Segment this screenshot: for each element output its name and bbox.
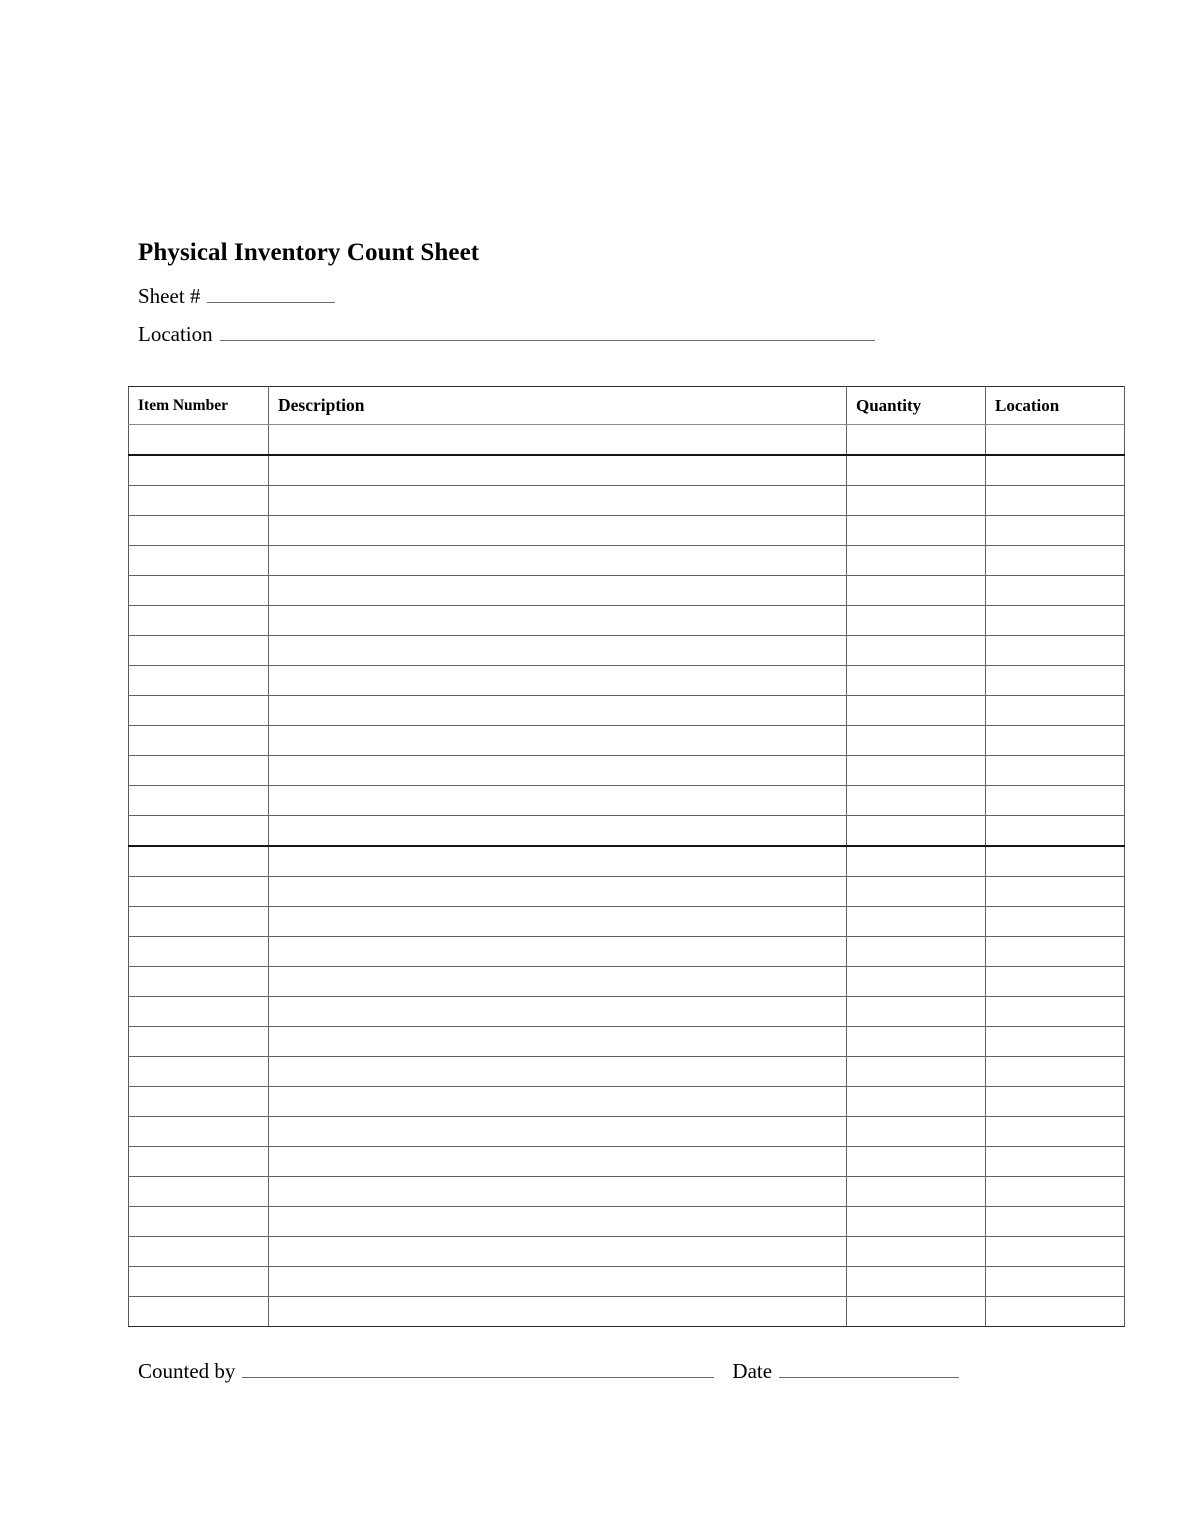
table-row: [129, 666, 1125, 696]
table-cell-quantity[interactable]: [847, 546, 986, 576]
table-cell-description[interactable]: [269, 636, 847, 666]
table-cell-description[interactable]: [269, 486, 847, 516]
table-cell-location[interactable]: [986, 1177, 1125, 1207]
table-cell-item_number[interactable]: [129, 546, 269, 576]
table-row: [129, 1267, 1125, 1297]
sheet-number-input[interactable]: [207, 285, 335, 303]
table-cell-description[interactable]: [269, 1297, 847, 1327]
table-cell-location[interactable]: [986, 606, 1125, 636]
table-cell-item_number[interactable]: [129, 606, 269, 636]
column-header-description: Description: [269, 387, 847, 425]
table-cell-quantity[interactable]: [847, 1267, 986, 1297]
table-cell-description[interactable]: [269, 937, 847, 967]
table-cell-location[interactable]: [986, 696, 1125, 726]
table-cell-item_number[interactable]: [129, 1117, 269, 1147]
table-cell-item_number[interactable]: [129, 1237, 269, 1267]
table-cell-description[interactable]: [269, 997, 847, 1027]
table-cell-quantity[interactable]: [847, 967, 986, 997]
table-cell-location[interactable]: [986, 967, 1125, 997]
footer-signature-row: [138, 1358, 959, 1384]
table-cell-item_number[interactable]: [129, 1177, 269, 1207]
column-header-location: Location: [986, 387, 1125, 425]
table-cell-location[interactable]: [986, 486, 1125, 516]
table-cell-item_number[interactable]: [129, 816, 269, 847]
table-row: [129, 907, 1125, 937]
table-cell-description[interactable]: [269, 726, 847, 756]
counted-by-label: Counted by: [138, 1359, 236, 1383]
table-cell-item_number[interactable]: [129, 1147, 269, 1177]
table-row: [129, 636, 1125, 666]
table-row: [129, 1057, 1125, 1087]
table-row: [129, 816, 1125, 847]
table-cell-quantity[interactable]: [847, 726, 986, 756]
table-row: [129, 546, 1125, 576]
table-row: [129, 1117, 1125, 1147]
table-cell-quantity[interactable]: [847, 877, 986, 907]
table-cell-quantity[interactable]: [847, 696, 986, 726]
table-cell-location[interactable]: [986, 546, 1125, 576]
page-title: Physical Inventory Count Sheet: [138, 239, 480, 266]
table-cell-description[interactable]: [269, 907, 847, 937]
table-cell-quantity[interactable]: [847, 756, 986, 786]
table-cell-description[interactable]: [269, 1057, 847, 1087]
table-cell-description[interactable]: [269, 1117, 847, 1147]
table-cell-location[interactable]: [986, 1147, 1125, 1177]
table-cell-item_number[interactable]: [129, 967, 269, 997]
table-row: [129, 786, 1125, 816]
table-cell-location[interactable]: [986, 516, 1125, 546]
table-cell-location[interactable]: [986, 756, 1125, 786]
table-row: [129, 576, 1125, 606]
table-cell-description[interactable]: [269, 516, 847, 546]
table-cell-quantity[interactable]: [847, 846, 986, 877]
table-row: [129, 846, 1125, 877]
table-cell-quantity[interactable]: [847, 997, 986, 1027]
sheet-number-label: Sheet #: [138, 284, 201, 308]
table-cell-description[interactable]: [269, 786, 847, 816]
table-cell-description[interactable]: [269, 455, 847, 486]
table-cell-location[interactable]: [986, 997, 1125, 1027]
table-cell-location[interactable]: [986, 937, 1125, 967]
table-row: [129, 1087, 1125, 1117]
inventory-count-table: [128, 386, 1125, 1327]
table-body: [129, 425, 1125, 1327]
table-row: [129, 937, 1125, 967]
date-label: Date: [732, 1359, 773, 1383]
table-cell-item_number[interactable]: [129, 1057, 269, 1087]
table-row: [129, 1027, 1125, 1057]
table-row: [129, 1207, 1125, 1237]
table-cell-quantity[interactable]: [847, 907, 986, 937]
table-cell-location[interactable]: [986, 425, 1125, 456]
table-cell-description[interactable]: [269, 696, 847, 726]
table-cell-quantity[interactable]: [847, 606, 986, 636]
table-cell-location[interactable]: [986, 1207, 1125, 1237]
table-cell-item_number[interactable]: [129, 425, 269, 456]
table-cell-location[interactable]: [986, 455, 1125, 486]
location-label: Location: [138, 322, 213, 346]
table-cell-location[interactable]: [986, 1057, 1125, 1087]
table-cell-quantity[interactable]: [847, 516, 986, 546]
table-cell-description[interactable]: [269, 546, 847, 576]
table-cell-quantity[interactable]: [847, 455, 986, 486]
table-cell-quantity[interactable]: [847, 1237, 986, 1267]
table-row: [129, 1297, 1125, 1327]
table-cell-item_number[interactable]: [129, 636, 269, 666]
table-cell-item_number[interactable]: [129, 1267, 269, 1297]
table-cell-item_number[interactable]: [129, 756, 269, 786]
table-cell-location[interactable]: [986, 907, 1125, 937]
table-cell-quantity[interactable]: [847, 1117, 986, 1147]
sheet-number-field-row: [138, 283, 335, 309]
table-cell-item_number[interactable]: [129, 455, 269, 486]
table-cell-quantity[interactable]: [847, 1297, 986, 1327]
table-row: [129, 486, 1125, 516]
table-cell-location[interactable]: [986, 726, 1125, 756]
table-cell-description[interactable]: [269, 1177, 847, 1207]
table-cell-item_number[interactable]: [129, 1087, 269, 1117]
table-cell-location[interactable]: [986, 576, 1125, 606]
counted-by-input[interactable]: [242, 1360, 714, 1378]
table-cell-description[interactable]: [269, 666, 847, 696]
table-cell-item_number[interactable]: [129, 516, 269, 546]
table-cell-quantity[interactable]: [847, 486, 986, 516]
table-cell-item_number[interactable]: [129, 846, 269, 877]
table-cell-description[interactable]: [269, 1267, 847, 1297]
table-cell-location[interactable]: [986, 1237, 1125, 1267]
table-cell-quantity[interactable]: [847, 816, 986, 847]
table-cell-item_number[interactable]: [129, 666, 269, 696]
table-row: [129, 756, 1125, 786]
table-cell-quantity[interactable]: [847, 1147, 986, 1177]
table-cell-description[interactable]: [269, 425, 847, 456]
table-cell-description[interactable]: [269, 1237, 847, 1267]
table-row: [129, 1237, 1125, 1267]
table-cell-item_number[interactable]: [129, 937, 269, 967]
table-cell-location[interactable]: [986, 1267, 1125, 1297]
table-cell-item_number[interactable]: [129, 726, 269, 756]
table-row: [129, 696, 1125, 726]
table-row: [129, 1147, 1125, 1177]
table-cell-description[interactable]: [269, 1087, 847, 1117]
table-cell-location[interactable]: [986, 1087, 1125, 1117]
table-cell-item_number[interactable]: [129, 907, 269, 937]
table-cell-location[interactable]: [986, 636, 1125, 666]
table-cell-item_number[interactable]: [129, 486, 269, 516]
date-input[interactable]: [779, 1360, 959, 1378]
table-cell-item_number[interactable]: [129, 786, 269, 816]
table-row: [129, 726, 1125, 756]
table-cell-location[interactable]: [986, 786, 1125, 816]
table-cell-description[interactable]: [269, 576, 847, 606]
table-cell-item_number[interactable]: [129, 696, 269, 726]
table-cell-quantity[interactable]: [847, 576, 986, 606]
column-header-item-number: Item Number: [129, 387, 269, 425]
table-cell-description[interactable]: [269, 846, 847, 877]
table-cell-quantity[interactable]: [847, 1087, 986, 1117]
column-header-quantity: Quantity: [847, 387, 986, 425]
table-cell-item_number[interactable]: [129, 576, 269, 606]
table-cell-description[interactable]: [269, 1207, 847, 1237]
table-cell-item_number[interactable]: [129, 1297, 269, 1327]
table-cell-description[interactable]: [269, 967, 847, 997]
table-cell-quantity[interactable]: [847, 425, 986, 456]
location-input[interactable]: [220, 323, 875, 341]
table-row: [129, 997, 1125, 1027]
location-field-row: [138, 321, 875, 347]
table-cell-item_number[interactable]: [129, 997, 269, 1027]
table-cell-description[interactable]: [269, 1027, 847, 1057]
table-row: [129, 1177, 1125, 1207]
table-cell-location[interactable]: [986, 1027, 1125, 1057]
table-cell-description[interactable]: [269, 877, 847, 907]
table-cell-item_number[interactable]: [129, 1207, 269, 1237]
table-cell-location[interactable]: [986, 1297, 1125, 1327]
table-cell-item_number[interactable]: [129, 877, 269, 907]
table-cell-description[interactable]: [269, 1147, 847, 1177]
table-cell-location[interactable]: [986, 1117, 1125, 1147]
table-row: [129, 606, 1125, 636]
table-cell-description[interactable]: [269, 756, 847, 786]
table-cell-description[interactable]: [269, 606, 847, 636]
table-row: [129, 516, 1125, 546]
table-cell-quantity[interactable]: [847, 666, 986, 696]
table-cell-quantity[interactable]: [847, 1057, 986, 1087]
table-cell-quantity[interactable]: [847, 937, 986, 967]
table-cell-quantity[interactable]: [847, 1207, 986, 1237]
table-cell-location[interactable]: [986, 816, 1125, 847]
table-header: [129, 387, 1125, 425]
table-cell-location[interactable]: [986, 877, 1125, 907]
table-cell-description[interactable]: [269, 816, 847, 847]
table-row: [129, 967, 1125, 997]
table-row: [129, 877, 1125, 907]
table-cell-location[interactable]: [986, 846, 1125, 877]
table-row: [129, 455, 1125, 486]
table-cell-quantity[interactable]: [847, 1177, 986, 1207]
table-cell-quantity[interactable]: [847, 636, 986, 666]
table-cell-quantity[interactable]: [847, 786, 986, 816]
table-header-row: [129, 387, 1125, 425]
table-cell-location[interactable]: [986, 666, 1125, 696]
table-cell-item_number[interactable]: [129, 1027, 269, 1057]
table-row: [129, 425, 1125, 456]
table-cell-quantity[interactable]: [847, 1027, 986, 1057]
